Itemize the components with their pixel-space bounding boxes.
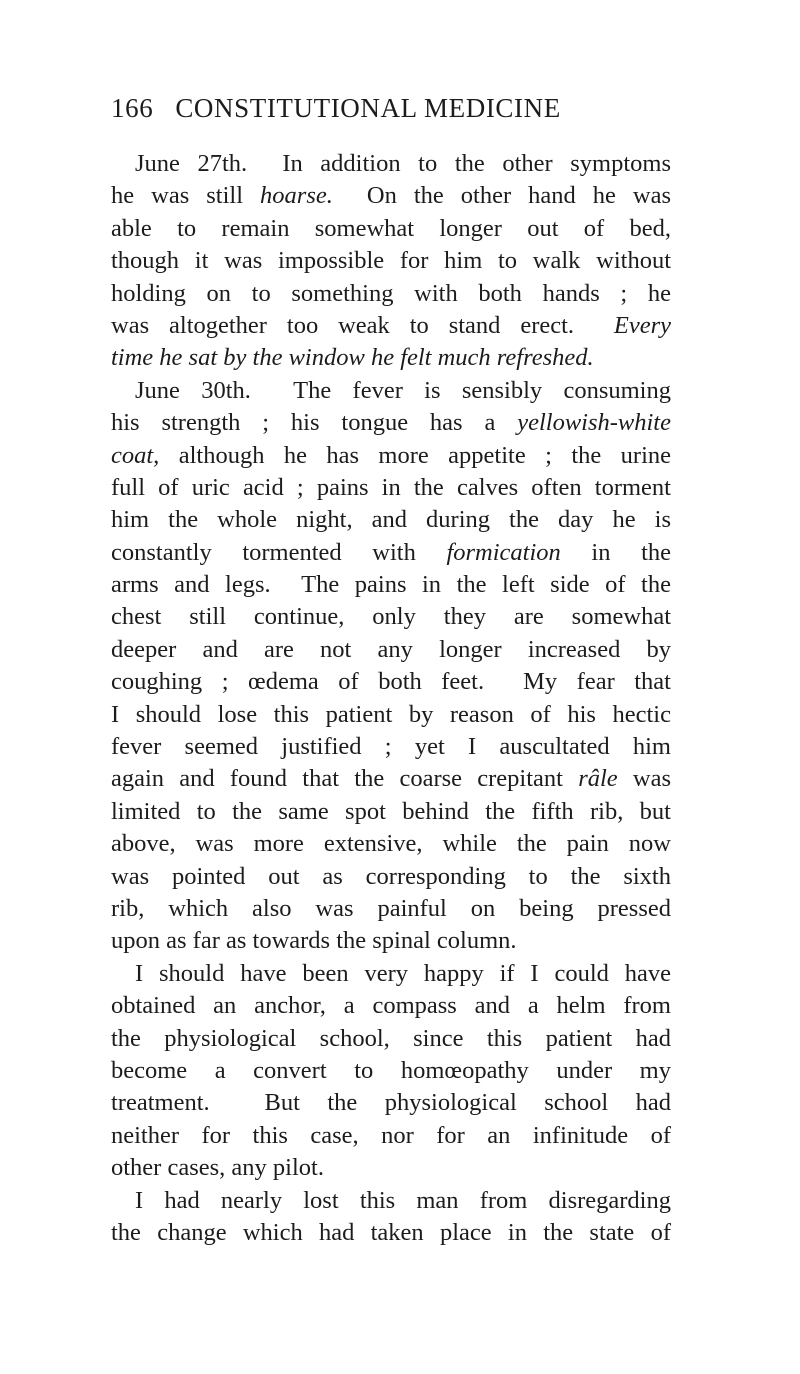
text-segment: coughing ; œdema of both feet. My fear that (111, 668, 671, 696)
text-line (111, 828, 671, 860)
text-segment: I should have been very happy if I could have (135, 959, 671, 987)
text-line (111, 537, 671, 569)
text-segment: though it was impossible for him to walk without (111, 247, 671, 275)
running-title: CONSTITUTIONAL MEDICINE (175, 93, 561, 123)
text-segment: neither for this case, nor for an infinitude of (111, 1121, 671, 1149)
text-segment: the change which had taken place in the state of (111, 1218, 671, 1246)
text-line (111, 1185, 671, 1217)
text-line (111, 1217, 671, 1249)
text-segment: obtained an anchor, a compass and a helm from (111, 992, 671, 1020)
text-line (111, 375, 671, 407)
text-segment: was altogether too weak to stand erect. (111, 311, 614, 339)
text-segment: him the whole night, and during the day he is (111, 506, 671, 534)
text-line (111, 472, 671, 504)
italic-text: hoarse. (260, 182, 333, 210)
italic-text: coat, (111, 441, 160, 469)
text-line (111, 440, 671, 472)
text-segment: June 27th. In addition to the other symptoms (135, 150, 671, 177)
text-line (111, 634, 671, 666)
text-segment: other cases, any pilot. (111, 1154, 324, 1182)
text-line (111, 245, 671, 277)
text-line (111, 893, 671, 925)
text-segment: full of uric acid ; pains in the calves often torment (111, 473, 671, 501)
text-line (111, 666, 671, 698)
text-line (111, 310, 671, 342)
text-line (111, 1152, 671, 1184)
text-segment: his strength ; his tongue has a (111, 409, 518, 437)
text-segment: the physiological school, since this patient had (111, 1024, 671, 1052)
text-segment: again and found that the coarse crepitant (111, 765, 579, 793)
page-number: 166 (111, 93, 154, 123)
text-line (111, 601, 671, 633)
text-segment: constantly tormented with (111, 538, 447, 566)
text-line (111, 699, 671, 731)
text-line (111, 990, 671, 1022)
text-line (111, 958, 671, 990)
text-line (111, 925, 671, 957)
text-segment: I had nearly lost this man from disregarding (135, 1186, 671, 1214)
text-line (111, 861, 671, 893)
text-segment: become a convert to homœopathy under my (111, 1056, 671, 1084)
text-segment: deeper and are not any longer increased by (111, 635, 671, 663)
italic-text: yellowish-white (517, 409, 671, 437)
text-segment: treatment. But the physiological school had (111, 1089, 671, 1117)
body-text (111, 148, 671, 1249)
text-segment: On the other hand he was (332, 182, 671, 210)
text-line (111, 731, 671, 763)
text-line (111, 213, 671, 245)
text-line (111, 148, 671, 180)
text-line (111, 1023, 671, 1055)
text-line (111, 1055, 671, 1087)
text-segment: rib, which also was painful on being pressed (111, 894, 671, 922)
text-segment: arms and legs. The pains in the left side of the (111, 571, 671, 599)
text-segment: was pointed out as corresponding to the sixth (111, 862, 671, 890)
text-segment: chest still continue, only they are somewhat (111, 603, 671, 631)
text-line (111, 407, 671, 439)
italic-text: Every (613, 311, 671, 339)
text-line (111, 763, 671, 795)
text-line (111, 569, 671, 601)
text-segment: I should lose this patient by reason of his hectic (111, 700, 671, 728)
text-line (111, 504, 671, 536)
text-segment: although he has more appetite ; the urine (159, 441, 671, 469)
text-line (111, 1087, 671, 1119)
text-segment: above, was more extensive, while the pain now (111, 830, 671, 858)
text-segment: holding on to something with both hands ; he (111, 279, 671, 307)
text-segment: able to remain somewhat longer out of bed, (111, 214, 671, 242)
text-segment: fever seemed justified ; yet I auscultated him (111, 733, 671, 761)
text-line (111, 342, 671, 374)
text-segment: upon as far as towards the spinal column. (111, 927, 517, 955)
text-segment: June 30th. The fever is sensibly consuming (135, 376, 671, 404)
italic-text: formication (446, 538, 561, 566)
text-segment: in the (560, 538, 671, 566)
text-line (111, 180, 671, 212)
running-header (111, 88, 671, 128)
italic-text: time he sat by the window he felt much refreshed. (111, 344, 594, 372)
text-segment: he was still (111, 182, 261, 210)
text-line (111, 278, 671, 310)
text-line (111, 796, 671, 828)
text-line (111, 1120, 671, 1152)
text-segment: was (617, 765, 671, 793)
italic-text: râle (578, 765, 618, 793)
text-segment: limited to the same spot behind the fifth rib, but (111, 797, 671, 825)
